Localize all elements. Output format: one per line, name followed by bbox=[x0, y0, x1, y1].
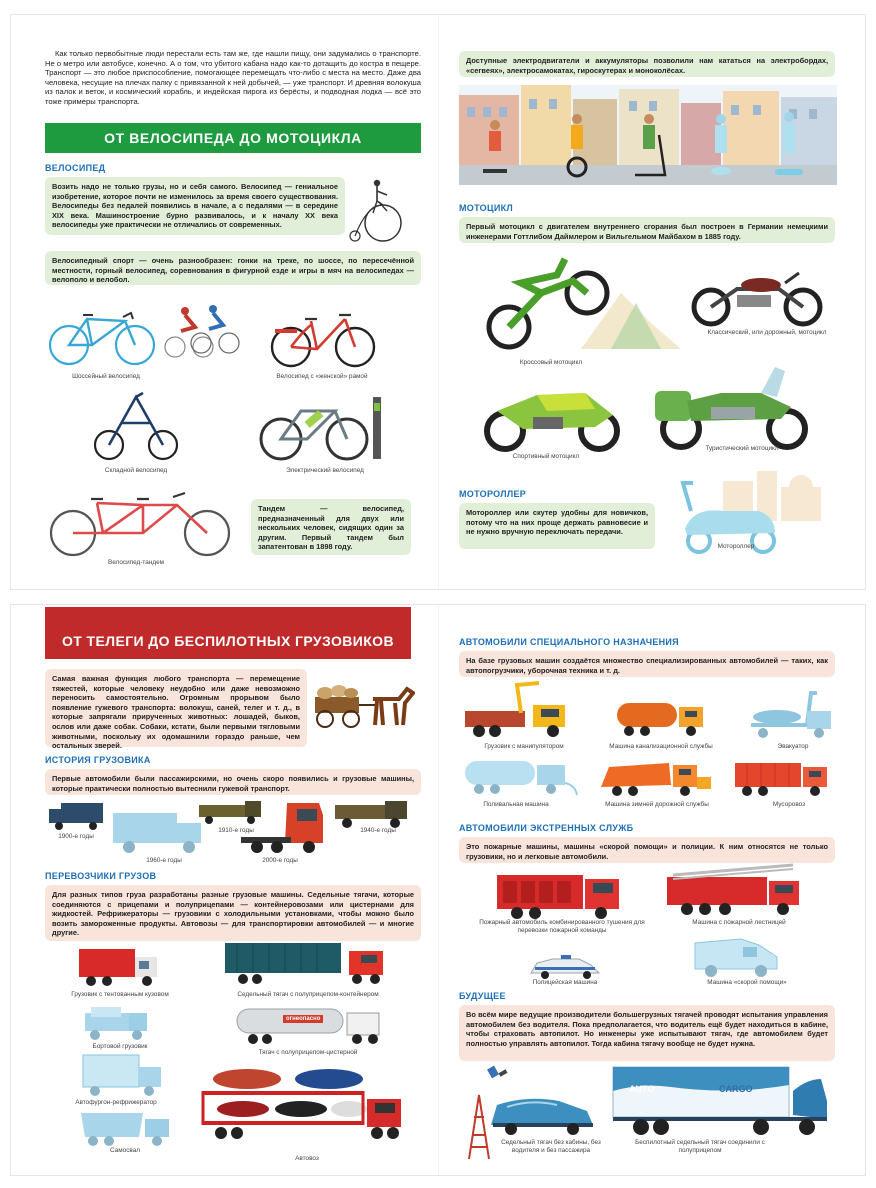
caption-ambulance: Машина «скорой помощи» bbox=[707, 979, 787, 986]
banner-bicycle-motorcycle: ОТ ВЕЛОСИПЕДА ДО МОТОЦИКЛА bbox=[45, 123, 421, 153]
caption-refrigerator-truck: Автофургон-рефрижератор bbox=[75, 1099, 157, 1106]
panel-special-vehicles: На базе грузовых машин создаётся множество специализированных автомобилей — таких, как автопогрузчики, уборочная техника и т. д. bbox=[459, 651, 835, 677]
caption-2000s: 2000-е годы bbox=[262, 857, 298, 864]
folding-bicycle-illustration bbox=[91, 389, 181, 465]
caption-womens-bicycle: Велосипед с «женской» рамой bbox=[276, 373, 368, 380]
truck-1960s-illustration bbox=[111, 811, 207, 855]
tanker-hazard-label: огнеопасно bbox=[283, 1015, 323, 1023]
panel-draft-transport: Самая важная функция любого транспорта — перемещение тяжестей, которые человеку неудобно или даже невозможно переносить самостоятельно. Огромным прорывом было появление гужевого транспорта: волокуш, саней, телег и т. д., в которые запрягали прирученных животных: лошадей, быков, ослов или даже собак. Собаки, кстати, были первыми тягловыми животными, поскольку их одомашнили гораздо раньше, чем остальных зверей. bbox=[45, 669, 307, 747]
page-gutter bbox=[438, 605, 439, 1175]
caption-tanker-truck: Тягач с полуприцепом-цистерной bbox=[258, 1049, 358, 1056]
panel-scooter: Мотороллер или скутер удобны для новичков, потому что на них проще держать равновесие и не нужно вручную переключать передачи. bbox=[459, 503, 655, 549]
dump-truck-illustration bbox=[79, 1109, 175, 1149]
section-title-special-vehicles: АВТОМОБИЛИ СПЕЦИАЛЬНОГО НАЗНАЧЕНИЯ bbox=[459, 637, 679, 647]
caption-container-truck: Седельный тягач с полуприцепом-контейнером bbox=[237, 991, 379, 998]
driverless-semi-truck-illustration bbox=[611, 1065, 833, 1139]
banner-carts-to-driverless-trucks: ОТ ТЕЛЕГИ ДО БЕСПИЛОТНЫХ ГРУЗОВИКОВ bbox=[45, 607, 411, 659]
section-title-truck-history: ИСТОРИЯ ГРУЗОВИКА bbox=[45, 755, 151, 765]
caption-1960s: 1960-е годы bbox=[146, 857, 182, 864]
sewage-truck-illustration bbox=[615, 697, 709, 741]
caption-garbage-truck: Мусоровоз bbox=[772, 801, 806, 808]
spread-bicycles-motorcycles bbox=[10, 14, 866, 590]
electric-bicycle-illustration bbox=[255, 393, 385, 463]
caption-sport-motorcycle: Спортивный мотоцикл bbox=[512, 453, 580, 460]
section-title-motorcycle: МОТОЦИКЛ bbox=[459, 203, 514, 213]
ladder-fire-truck-illustration bbox=[665, 863, 805, 919]
caption-manipulator-truck: Грузовик с манипулятором bbox=[484, 743, 564, 750]
page-gutter bbox=[438, 15, 439, 589]
caption-police-car: Полицейская машина bbox=[532, 979, 598, 986]
road-bicycle-illustration bbox=[47, 307, 157, 367]
caption-1900s: 1900-е годы bbox=[58, 833, 94, 840]
winter-road-truck-illustration bbox=[599, 757, 715, 799]
caption-1910s: 1910-е годы bbox=[218, 827, 254, 834]
driverless-tractor-illustration bbox=[487, 1089, 599, 1135]
caption-car-carrier: Автовоз bbox=[295, 1155, 319, 1162]
section-title-emergency-vehicles: АВТОМОБИЛИ ЭКСТРЕННЫХ СЛУЖБ bbox=[459, 823, 634, 833]
caption-folding-bicycle: Складной велосипед bbox=[104, 467, 168, 474]
panel-electric-transport: Доступные электродвигатели и аккумуляторы позволили нам кататься на электробордах, «сегвеях», электросамокатах, гироскутерах и моноколёсах. bbox=[459, 51, 835, 77]
section-title-bicycle: ВЕЛОСИПЕД bbox=[45, 163, 106, 173]
caption-tow-truck: Эвакуатор bbox=[777, 743, 809, 750]
caption-dump-truck: Самосвал bbox=[110, 1147, 140, 1154]
caption-tent-truck: Грузовик с тентованным кузовом bbox=[71, 991, 169, 998]
truck-1940s-illustration bbox=[333, 799, 413, 829]
panel-first-motorcycle: Первый мотоцикл с двигателем внутреннего сгорания был построен в Германии немецкими инженерами Готтлибом Даймлером и Вильгельмом Майбахом в 1885 году. bbox=[459, 217, 835, 243]
tanker-truck-illustration bbox=[235, 1005, 385, 1047]
caption-fire-truck: Пожарный автомобиль комбинированного тушения для перевозки пожарной команды bbox=[479, 919, 645, 934]
truck-1900s-illustration bbox=[47, 801, 107, 831]
caption-winter-road-truck: Машина зимней дорожной службы bbox=[605, 801, 709, 808]
caption-ladder-fire-truck: Машина с пожарной лестницей bbox=[692, 919, 786, 926]
city-electric-transport-illustration bbox=[459, 85, 837, 185]
cross-motorcycle-illustration bbox=[461, 253, 681, 353]
caption-watering-truck: Поливальная машина bbox=[483, 801, 549, 808]
section-title-scooter: МОТОРОЛЛЕР bbox=[459, 489, 527, 499]
section-title-future: БУДУЩЕЕ bbox=[459, 991, 506, 1001]
trailer-label-auto: AUTO bbox=[629, 1084, 655, 1094]
caption-electric-bicycle: Электрический велосипед bbox=[286, 467, 364, 474]
panel-carriers: Для разных типов груза разработаны разные грузовые машины. Седельные тягачи, которые соединяются с прицепами и полуприцепами — контейнеровозами или цистернами для жидкостей. Рефрижераторы — грузовики с холодильными установками, чтобы можно было возить замороженные продукты. Автовозы — для транспортировки автомобилей — и многие другие. bbox=[45, 885, 421, 941]
caption-sewage-truck: Машина канализационной службы bbox=[609, 743, 713, 750]
caption-classic-motorcycle: Классический, или дорожный, мотоцикл bbox=[707, 329, 827, 336]
panel-truck-history: Первые автомобили были пассажирскими, но очень скоро появились и грузовые машины, которые практически полностью вытеснили гужевой транспорт. bbox=[45, 769, 421, 795]
caption-scooter: Мотороллер bbox=[717, 543, 755, 550]
panel-emergency-vehicles: Это пожарные машины, машины «скорой помощи» и полиции. К ним относятся не только грузовики, но и легковые автомобили. bbox=[459, 837, 835, 863]
caption-1940s: 1940-е годы bbox=[360, 827, 396, 834]
truck-2000s-illustration bbox=[237, 801, 327, 855]
cyclists-race-illustration bbox=[161, 301, 241, 361]
caption-road-bicycle: Шоссейный велосипед bbox=[72, 373, 140, 380]
womens-bicycle-illustration bbox=[267, 307, 377, 369]
classic-motorcycle-illustration bbox=[687, 267, 827, 327]
caption-board-truck: Бортовой грузовик bbox=[92, 1043, 148, 1050]
police-car-illustration bbox=[527, 955, 603, 981]
car-carrier-illustration bbox=[197, 1065, 407, 1151]
tandem-bicycle-illustration bbox=[47, 485, 233, 559]
panel-future: Во всём мире ведущие производители большегрузных тягачей проводят испытания управления автомобилем без водителя. Пока предполагается, что водитель ещё будет находиться в кабине, чтобы страховать автопилот. Но инженеры уже испытывают тягач, где автомобилем будет полностью управлять автопилот. Тогда кабина тягачу вообще не будет нужна. bbox=[459, 1005, 835, 1061]
horse-cart-illustration bbox=[311, 681, 415, 731]
section-title-carriers: ПЕРЕВОЗЧИКИ ГРУЗОВ bbox=[45, 871, 157, 881]
watering-truck-illustration bbox=[463, 755, 579, 799]
ambulance-illustration bbox=[693, 935, 783, 979]
panel-bicycle-history: Возить надо не только грузы, но и себя самого. Велосипед — гениальное изобретение, которое почти не изменилось за время своего существования. Велосипеды без педалей появились в начале, а с педалями — в середине XIX века. Машиностроение бурно развивалось, и к началу XX века велосипеды уже практически не отличались от современных. bbox=[45, 177, 345, 235]
caption-cross-motorcycle: Кроссовый мотоцикл bbox=[519, 359, 583, 366]
tent-truck-illustration bbox=[77, 947, 161, 989]
caption-driverless-tractor: Седельный тягач без кабины, без водителя и без пассажира bbox=[501, 1139, 601, 1154]
caption-driverless-semi-truck: Беспилотный седельный тягач соединили с полуприцепом bbox=[635, 1139, 765, 1154]
panel-cycling-sport: Велосипедный спорт — очень разнообразен: гонки на треке, по шоссе, по пересечённой местности, горный велосипед, соревнования в фигурной езде и игры в мяч на велосипедах — велополо и велобол. bbox=[45, 251, 421, 285]
container-truck-illustration bbox=[223, 941, 389, 987]
intro-text: Как только первобытные люди перестали есть там же, где нашли пищу, они задумались о транспорте. Не о метро или автобусе, конечно. А о том, что убитого кабана надо как-то дотащить до костра в пещере. Транспорт — это любое приспособление, помогающее перемещать что-либо с места на место. Даже два человека, несущие на плечах палку с привязанной к ней добычей, — уже транспорт. И древняя волокуша из палок и веток, и космический корабль, и индейская пирога из берёсты, и подводная лодка — всё это тоже примеры транспорта. bbox=[45, 49, 421, 106]
spread-trucks bbox=[10, 604, 866, 1176]
sport-motorcycle-illustration bbox=[477, 381, 627, 453]
trailer-label-cargo: CARGO bbox=[719, 1084, 753, 1094]
caption-tandem-bicycle: Велосипед-тандем bbox=[107, 559, 165, 566]
garbage-truck-illustration bbox=[733, 759, 833, 799]
tow-truck-illustration bbox=[747, 689, 837, 743]
caption-touring-motorcycle: Туристический мотоцикл bbox=[705, 445, 779, 452]
fire-truck-illustration bbox=[495, 871, 625, 921]
refrigerator-truck-illustration bbox=[81, 1053, 165, 1099]
penny-farthing-illustration bbox=[347, 175, 407, 245]
board-truck-illustration bbox=[83, 1005, 153, 1041]
touring-motorcycle-illustration bbox=[651, 361, 811, 451]
panel-tandem: Тандем — велосипед, предназначенный для двух или нескольких человек, сидящих один за другим. Первый тандем был запатентован в 1898 году. bbox=[251, 499, 411, 555]
manipulator-truck-illustration bbox=[461, 681, 577, 743]
